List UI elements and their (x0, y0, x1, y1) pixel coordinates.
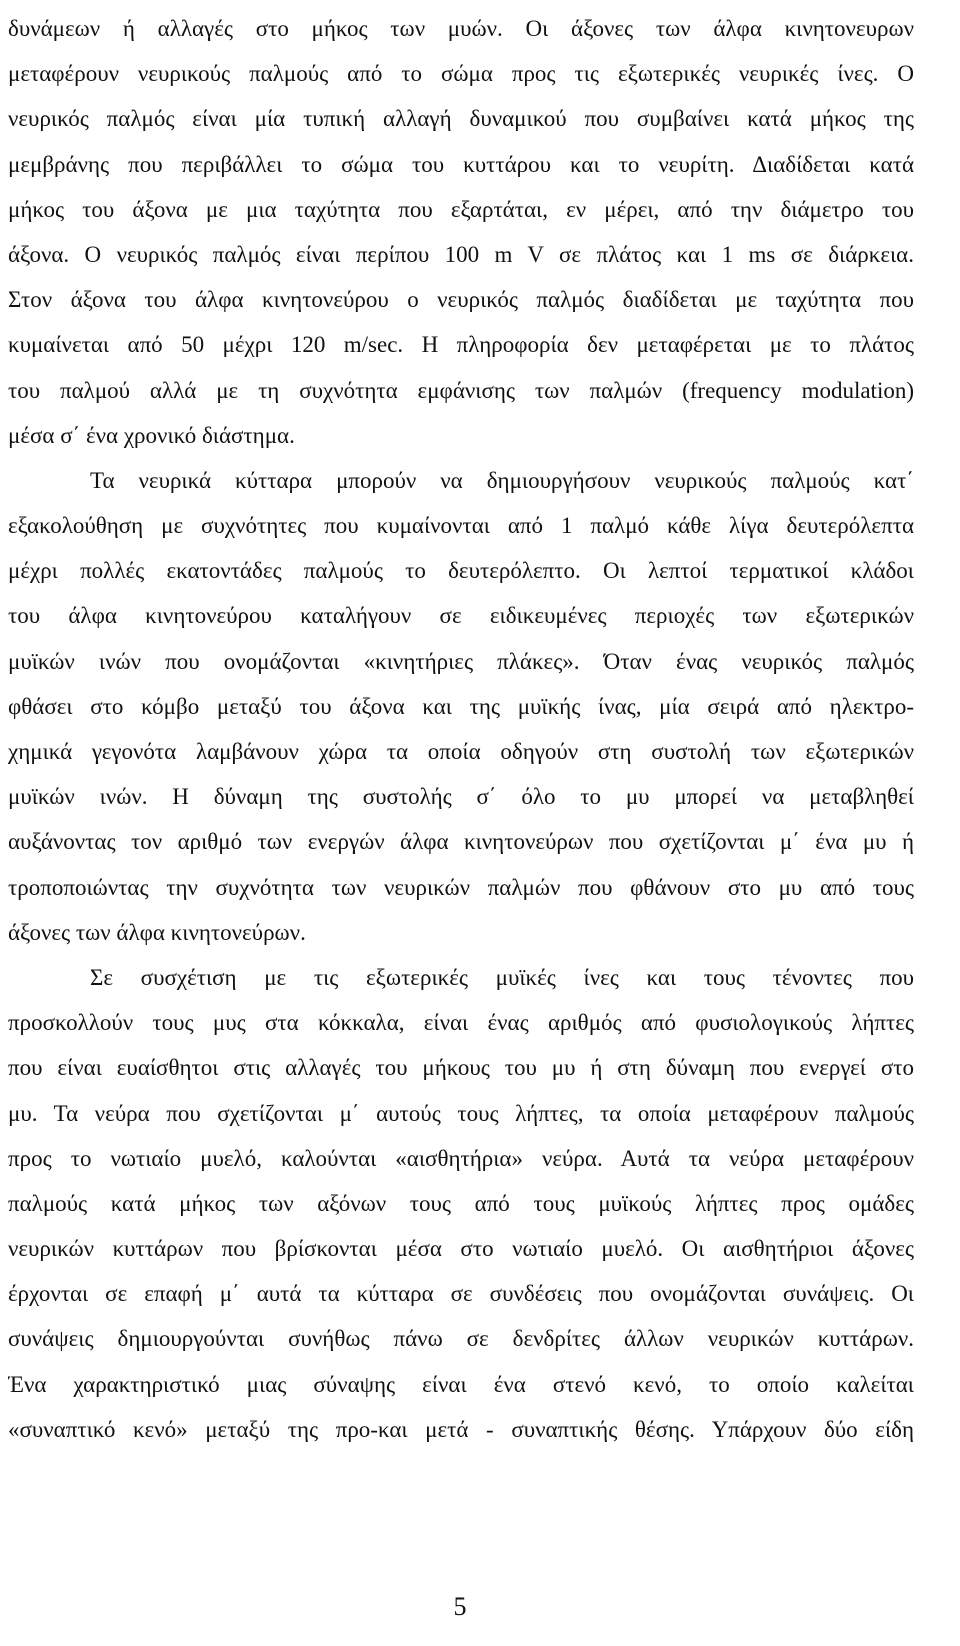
text-line: «συναπτικό κενό» μεταξύ της προ-και μετά - συναπτικής θέσης. Υπάρχουν δύο είδη (8, 1416, 914, 1442)
text-line: μεμβράνης που περιβάλλει το σώμα του κυττάρου και το νευρίτη. Διαδίδεται κατά (8, 151, 914, 177)
text-line: του άλφα κινητονεύρου καταλήγουν σε ειδικευμένες περιοχές των εξωτερικών (8, 603, 914, 629)
text-line: έρχονται σε επαφή μ΄ αυτά τα κύτταρα σε συνδέσεις που ονομάζονται συνάψεις. Οι (8, 1281, 914, 1307)
text-line: τροποποιώντας την συχνότητα των νευρικών παλμών που φθάνουν στο μυ από τους (8, 874, 914, 900)
text-line: παλμούς κατά μήκος των αξόνων τους από τους μυϊκούς λήπτες προς ομάδες (8, 1190, 914, 1216)
text-line: συνάψεις δημιουργούνται συνήθως πάνω σε δενδρίτες άλλων νευρικών κυττάρων. (8, 1326, 914, 1352)
text-line: νευρικός παλμός είναι μία τυπική αλλαγή δυναμικού που συμβαίνει κατά μήκος της (8, 106, 914, 132)
text-line: μέχρι πολλές εκατοντάδες παλμούς το δευτερόλεπτο. Οι λεπτοί τερματικοί κλάδοι (8, 558, 914, 584)
text-line: Σε συσχέτιση με τις εξωτερικές μυϊκές ίνες και τους τένοντες που (90, 964, 914, 990)
text-line: προς το νωτιαίο μυελό, καλούνται «αισθητήρια» νεύρα. Αυτά τα νεύρα μεταφέρουν (8, 1145, 914, 1171)
text-line: χημικά γεγονότα λαμβάνουν χώρα τα οποία οδηγούν στη συστολή των εξωτερικών (8, 739, 914, 764)
text-line: του παλμού αλλά με τη συχνότητα εμφάνισης των παλμών (frequency modulation) (8, 377, 914, 403)
text-line: προσκολλούν τους μυς στα κόκκαλα, είναι ένας αριθμός από φυσιολογικούς λήπτες (8, 1010, 914, 1036)
text-line: Ένα χαρακτηριστικό μιας σύναψης είναι ένα στενό κενό, το οποίο καλείται (8, 1371, 914, 1397)
text-line: φθάσει στο κόμβο μεταξύ του άξονα και της μυϊκής ίνας, μία σειρά από ηλεκτρο- (8, 693, 914, 719)
text-line: δυνάμεων ή αλλαγές στο μήκος των μυών. Οι άξονες των άλφα κινητονευρων (8, 16, 914, 41)
text-line: μεταφέρουν νευρικούς παλμούς από το σώμα προς τις εξωτερικές νευρικές ίνες. Ο (8, 61, 914, 87)
text-line: μυ. Τα νεύρα που σχετίζονται μ΄ αυτούς τους λήπτες, τα οποία μεταφέρουν παλμούς (8, 1100, 914, 1126)
text-line: κυμαίνεται από 50 μέχρι 120 m/sec. Η πληροφορία δεν μεταφέρεται με το πλάτος (8, 332, 914, 358)
body-text (8, 6, 914, 1452)
text-line: μυϊκών ινών. Η δύναμη της συστολής σ΄ όλο το μυ μπορεί να μεταβληθεί (8, 784, 914, 810)
text-line: Τα νευρικά κύτταρα μπορούν να δημιουργήσουν νευρικούς παλμούς κατ΄ (90, 467, 914, 493)
text-line: μέσα σ΄ ένα χρονικό διάστημα. (8, 422, 295, 448)
text-line: άξονες των άλφα κινητονεύρων. (8, 919, 306, 945)
text-line: εξακολούθηση με συχνότητες που κυμαίνονται από 1 παλμό κάθε λίγα δευτερόλεπτα (8, 513, 914, 539)
text-line: μήκος του άξονα με μια ταχύτητα που εξαρτάται, εν μέρει, από την διάμετρο του (8, 196, 914, 222)
text-line: μυϊκών ινών που ονομάζονται «κινητήριες πλάκες». Όταν ένας νευρικός παλμός (8, 648, 914, 674)
text-line: αυξάνοντας τον αριθμό των ενεργών άλφα κινητονεύρων που σχετίζονται μ΄ ένα μυ ή (8, 829, 914, 855)
text-line: άξονα. Ο νευρικός παλμός είναι περίπου 100 m V σε πλάτος και 1 ms σε διάρκεια. (8, 241, 914, 267)
text-line: που είναι ευαίσθητοι στις αλλαγές του μήκους του μυ ή στη δύναμη που ενεργεί στο (8, 1055, 914, 1081)
page-number: 5 (453, 1592, 467, 1621)
text-line: Στον άξονα του άλφα κινητονεύρου ο νευρικός παλμός διαδίδεται με ταχύτητα που (8, 287, 914, 313)
text-line: νευρικών κυττάρων που βρίσκονται μέσα στο νωτιαίο μυελό. Οι αισθητήριοι άξονες (8, 1236, 914, 1262)
